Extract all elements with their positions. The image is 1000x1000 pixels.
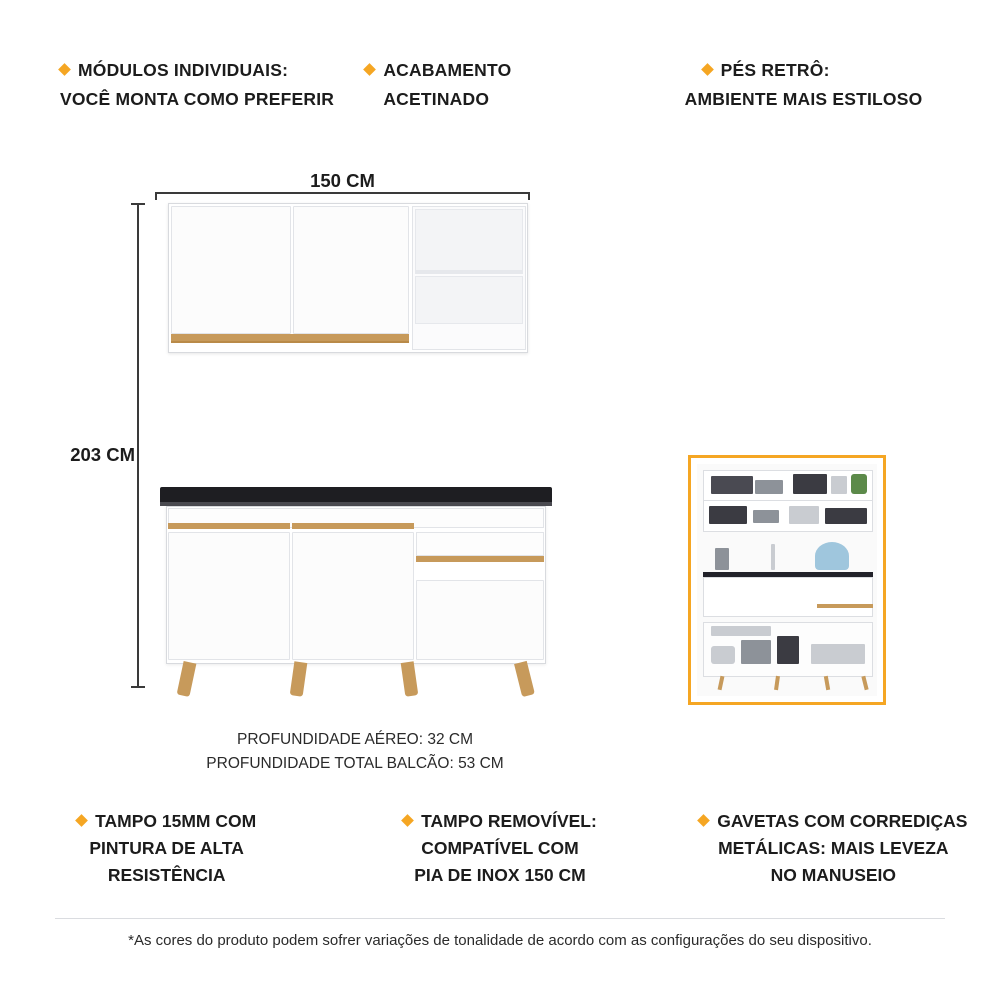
feature-subtitle: VOCÊ MONTA COMO PREFERIR	[60, 89, 335, 109]
lower-door-right	[416, 580, 544, 660]
thumb-bowls	[753, 510, 779, 523]
upper-shelf-bottom	[415, 276, 523, 324]
feature-title-text: MÓDULOS INDIVIDUAIS:	[78, 60, 289, 80]
leg-4	[514, 661, 535, 697]
feature-line2: METÁLICAS: MAIS LEVEZA	[718, 838, 949, 858]
upper-door-right	[293, 206, 409, 334]
lower-cabinet-illustration	[160, 487, 552, 667]
feature-tampo-15mm	[0, 808, 333, 889]
feature-line3: PIA DE INOX 150 CM	[414, 865, 586, 885]
feature-title	[60, 60, 347, 81]
feature-subtitle: AMBIENTE MAIS ESTILOSO	[684, 89, 923, 109]
drawer-handle-middle	[292, 523, 414, 529]
thumb-utensil-jar	[715, 548, 729, 570]
feature-subtitle: ACETINADO	[383, 89, 490, 109]
thumb-base-cabinet	[703, 577, 873, 617]
thumb-pot	[711, 646, 735, 664]
thumb-tins	[741, 640, 771, 664]
thumb-shelf-items	[711, 626, 771, 636]
feature-modulos-individuais	[0, 60, 357, 110]
feature-title-text: GAVETAS COM CORREDIÇAS	[717, 811, 968, 831]
feature-title	[703, 60, 990, 81]
leg-3	[401, 661, 419, 696]
feature-line2: COMPATÍVEL COM	[421, 838, 579, 858]
product-photo-thumbnail	[688, 455, 886, 705]
thumb-books	[831, 476, 847, 494]
top-feature-row	[0, 60, 1000, 110]
feature-acabamento	[357, 60, 662, 110]
thumb-faucet	[771, 544, 775, 570]
leg-2	[290, 661, 308, 696]
upper-handle-wood	[171, 334, 409, 341]
lower-drawer-right	[416, 532, 544, 556]
feature-title-text: ACABAMENTO	[383, 60, 512, 80]
feature-title-text: TAMPO 15MM COM	[95, 811, 257, 831]
height-dimension-line	[137, 203, 139, 688]
thumb-upper-shelf-line	[703, 500, 873, 501]
feature-title	[6, 808, 327, 835]
depth-upper: PROFUNDIDADE AÉREO: 32 CM	[237, 731, 473, 748]
thumb-glasses	[755, 480, 783, 494]
lower-door-middle	[292, 532, 414, 660]
diamond-bullet-icon	[58, 63, 71, 76]
thumb-jars-row	[711, 476, 753, 494]
upper-shelf-top	[415, 209, 523, 271]
feature-line3: RESISTÊNCIA	[107, 865, 226, 885]
thumbnail-scene	[697, 464, 877, 696]
diamond-bullet-icon	[701, 63, 714, 76]
feature-gavetas-corredicas	[667, 808, 1000, 889]
thumb-canisters	[793, 474, 827, 494]
thumb-leg-4	[861, 676, 868, 691]
height-tick-top	[131, 203, 145, 205]
feature-title	[339, 808, 660, 835]
width-dimension-label: 150 CM	[155, 170, 530, 192]
thumb-boxes	[825, 508, 867, 524]
feature-title	[673, 808, 994, 835]
thumb-dish-rack	[815, 542, 849, 570]
upper-handle-shadow	[171, 341, 409, 343]
upper-shelf-divider	[415, 271, 523, 274]
diamond-bullet-icon	[697, 814, 710, 827]
feature-tampo-removivel	[333, 808, 666, 889]
drawer-handle-left	[168, 523, 290, 529]
footer-divider	[55, 918, 945, 919]
thumb-leg-2	[774, 676, 780, 690]
bottom-feature-row	[0, 808, 1000, 889]
feature-line2: PINTURA DE ALTA	[89, 838, 244, 858]
height-tick-bottom	[131, 686, 145, 688]
diamond-bullet-icon	[401, 814, 414, 827]
feature-title-text: TAMPO REMOVÍVEL:	[421, 811, 597, 831]
feature-pes-retro	[663, 60, 1000, 110]
thumb-appliance	[709, 506, 747, 524]
thumb-wood-handle	[817, 604, 873, 608]
feature-line3: NO MANUSEIO	[770, 865, 897, 885]
feature-title-text: PÉS RETRÔ:	[720, 60, 830, 80]
lower-door-left	[168, 532, 290, 660]
thumb-kettle	[777, 636, 799, 664]
height-dimension-label: 203 CM	[55, 440, 135, 470]
diamond-bullet-icon	[75, 814, 88, 827]
thumb-stacked-plates	[811, 644, 865, 664]
depth-lower: PROFUNDIDADE TOTAL BALCÃO: 53 CM	[206, 755, 504, 772]
thumb-plates	[789, 506, 819, 524]
leg-1	[177, 661, 197, 697]
upper-door-left	[171, 206, 291, 334]
upper-cabinet-illustration	[168, 203, 528, 353]
thumb-leg-1	[718, 676, 725, 691]
width-dimension-line	[155, 192, 530, 194]
thumb-leg-3	[824, 676, 830, 690]
lower-drawer-right-handle	[416, 556, 544, 562]
depth-notes	[130, 728, 580, 776]
color-disclaimer: *As cores do produto podem sofrer variações de tonalidade de acordo com as configurações do seu dispositivo.	[128, 932, 872, 949]
feature-title	[365, 60, 652, 81]
diamond-bullet-icon	[363, 63, 376, 76]
thumb-plant	[851, 474, 867, 494]
